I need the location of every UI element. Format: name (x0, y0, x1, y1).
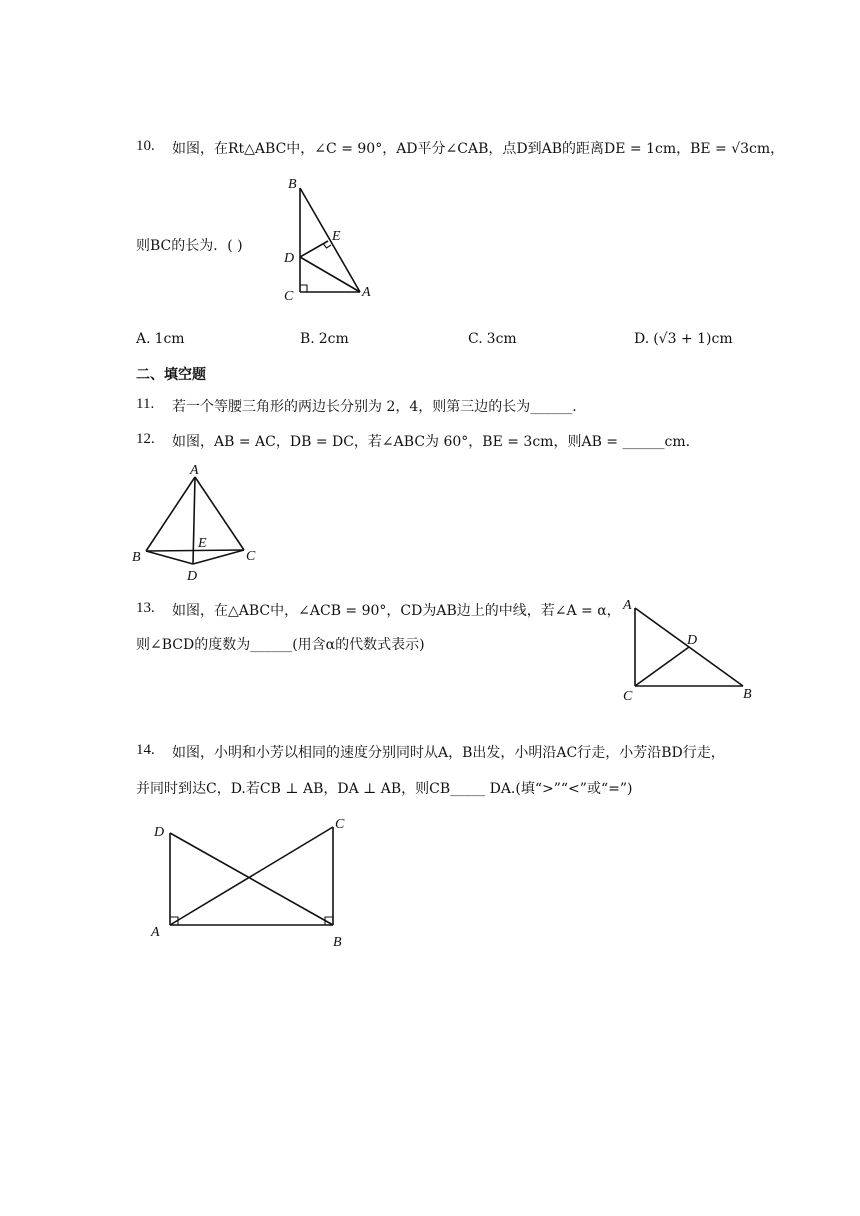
q10-option-d-label: D. (634, 331, 650, 347)
q11-number: 11. (136, 396, 155, 412)
section-title: 二、填空题 (136, 367, 206, 383)
q12-label-b: B (132, 550, 141, 565)
q12-label-c: C (246, 549, 256, 564)
q12-segment-bc (146, 550, 244, 551)
q14-line2: 并同时到达C，D.若CB ⊥ AB，DA ⊥ AB，则CB_____ DA.(填“>”“<”或“=”) (136, 781, 633, 797)
q10-segment-de (300, 241, 328, 257)
q10-option-b-label: B. (300, 331, 315, 347)
q12-label-d: D (187, 569, 198, 584)
q14-label-b: B (333, 935, 342, 950)
q10-right-angle-e (324, 244, 332, 248)
q10-right-angle-c (300, 285, 307, 292)
q10-option-c-text: 3cm (486, 331, 517, 347)
q10-label-b: B (288, 177, 297, 192)
q10-label-d: D (284, 251, 295, 266)
q13-number: 13. (136, 600, 155, 616)
q10-triangle-figure (280, 170, 390, 310)
q12-number: 12. (136, 431, 155, 447)
q12-label-a: A (190, 463, 199, 478)
q12-side-dc (193, 550, 244, 564)
q10-option-c[interactable] (468, 331, 517, 347)
q13-label-a: A (623, 598, 632, 613)
q10-option-d[interactable] (634, 331, 733, 347)
q12-text: 如图，AB = AC，DB = DC，若∠ABC为 60°，BE = 3cm，则AB = ______cm. (172, 434, 691, 450)
q10-side-ab (300, 188, 360, 292)
q14-line1: 如图，小明和小芳以相同的速度分别同时从A，B出发，小明沿AC行走，小芳沿BD行走， (172, 745, 725, 761)
q14-crossing-figure (145, 812, 365, 952)
q10-label-e: E (332, 229, 341, 244)
q10-option-c-label: C. (468, 331, 483, 347)
q13-label-d: D (687, 633, 698, 648)
q14-label-a: A (151, 925, 160, 940)
q10-number: 10. (136, 138, 155, 154)
q13-line2: 则∠BCD的度数为______(用含α的代数式表示) (136, 637, 425, 653)
q12-side-ab (146, 477, 195, 551)
q12-kite-figure (128, 460, 268, 585)
q12-label-e: E (198, 536, 207, 551)
q10-option-b[interactable] (300, 331, 349, 347)
q12-side-bd (146, 551, 193, 564)
q10-question: 则BC的长为．( ) (136, 238, 243, 254)
q10-option-a-text: 1cm (154, 331, 185, 347)
q11-text: 若一个等腰三角形的两边长分别为 2，4，则第三边的长为______. (172, 399, 577, 415)
q14-label-d: D (154, 825, 165, 840)
q13-median-cd (635, 647, 689, 686)
q13-triangle-figure (615, 592, 760, 707)
q10-option-b-text: 2cm (318, 331, 349, 347)
q10-option-a[interactable] (136, 331, 185, 347)
q14-number: 14. (136, 742, 155, 758)
q13-line1: 如图，在△ABC中，∠ACB = 90°，CD为AB边上的中线，若∠A = α， (172, 603, 621, 619)
q13-label-c: C (623, 689, 633, 704)
q10-option-a-label: A. (136, 331, 151, 347)
q10-option-d-text: (√3 + 1)cm (653, 331, 733, 347)
q14-label-c: C (335, 817, 345, 832)
q10-segment-da (300, 257, 360, 292)
q13-label-b: B (743, 687, 752, 702)
q10-stem: 如图，在Rt△ABC中，∠C = 90°，AD平分∠CAB，点D到AB的距离DE = 1cm，BE = √3cm， (172, 141, 785, 157)
q10-label-c: C (284, 289, 294, 304)
q10-label-a: A (362, 285, 371, 300)
